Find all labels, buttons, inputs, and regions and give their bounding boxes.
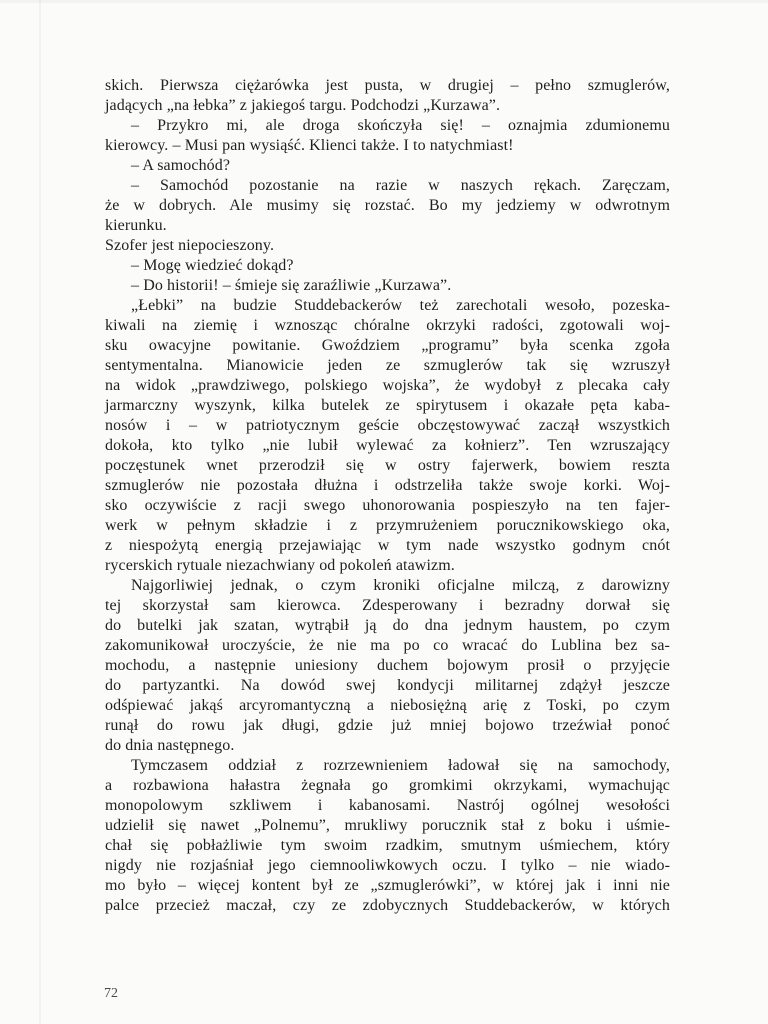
text-line: jadących „na łebka” z jakiegoś targu. Podchodzi „Kurzawa”.: [105, 97, 501, 114]
text-line: zakomunikował uroczyście, że nie ma po co wracać do Lublina bez sa-: [105, 637, 670, 654]
text-line: – Przykro mi, ale droga skończyła się! – oznajmia zdumionemu: [131, 117, 670, 134]
text-line: do dnia następnego.: [105, 737, 235, 754]
text-line: do butelki jak szatan, wytrąbił ją do dna jednym haustem, po czym: [105, 617, 670, 634]
text-line: palce przecież maczał, czy ze zdobycznych Studdebackerów, w których: [105, 897, 670, 914]
text-line: dokoła, kto tylko „nie lubił wylewać za kołnierz”. Ten wzruszający: [105, 437, 670, 454]
text-line: kierowcy. – Musi pan wysiąść. Klienci także. I to natychmiast!: [105, 137, 514, 154]
scan-crease-artifact: [39, 0, 41, 1024]
text-line: sentymentalna. Mianowicie jeden ze szmuglerów tak się wzruszył: [105, 357, 670, 374]
text-line: odśpiewać jakąś arcyromantyczną a niebosiężną arię z Toski, po czym: [105, 697, 670, 714]
text-line: sku owacyjne powitanie. Gwoździem „programu” była scenka zgoła: [105, 337, 670, 354]
text-line: jarmarczny wyszynk, kilka butelek ze spirytusem i okazałe pęta kaba-: [105, 397, 670, 414]
text-line: „Łebki” na budzie Studdebackerów też zarechotali wesoło, pozeska-: [131, 297, 670, 314]
text-line: runął do rowu jak długi, gdzie już mniej bojowo trzeźwiał ponoć: [105, 717, 670, 734]
text-line: że w dobrych. Ale musimy się rozstać. Bo my jedziemy w odwrotnym: [105, 197, 670, 214]
text-line: rycerskich rytuale niezachwiany od pokoleń atawizm.: [105, 557, 455, 574]
text-line: a rozbawiona hałastra żegnała go gromkimi okrzykami, wymachując: [105, 777, 670, 794]
text-line: udzielił się nawet „Polnemu”, mrukliwy porucznik stał z boku i uśmie-: [105, 817, 670, 834]
text-line: poczęstunek wnet przerodził się w ostry fajerwerk, bowiem reszta: [105, 457, 670, 474]
text-line: z niespożytą energią przejawiając w tym nade wszystko godnym cnót: [105, 537, 670, 554]
text-line: mo było – więcej kontent był ze „szmuglerówki”, w której jak i inni nie: [105, 877, 670, 894]
text-line: – A samochód?: [131, 157, 231, 174]
body-text: [105, 76, 670, 916]
text-line: – Samochód pozostanie na razie w naszych rękach. Zaręczam,: [131, 177, 670, 194]
text-line: chał się pobłażliwie tym swoim rzadkim, smutnym uśmiechem, który: [105, 837, 670, 854]
text-line: monopolowym szkliwem i kabanosami. Nastrój ogólnej wesołości: [105, 797, 670, 814]
text-line: Najgorliwiej jednak, o czym kroniki oficjalne milczą, z darowizny: [131, 577, 670, 594]
scan-top-edge-artifact: [0, 0, 768, 3]
text-line: kierunku.: [105, 217, 167, 234]
text-line: na widok „prawdziwego, polskiego wojska”, że wydobył z plecaka cały: [105, 377, 670, 394]
text-line: sko oczywiście z racji swego uhonorowania pospieszyło na ten fajer-: [105, 497, 670, 514]
text-line: Tymczasem oddział z rozrzewnieniem ładował się na samochody,: [131, 757, 670, 774]
page-number: 72: [104, 986, 118, 1001]
text-line: nosów i – w patriotycznym geście obczęstowywać zaczął wszystkich: [105, 417, 670, 434]
text-line: – Mogę wiedzieć dokąd?: [131, 257, 294, 274]
text-line: werk w pełnym składzie i z przymrużeniem porucznikowskiego oka,: [105, 517, 670, 534]
text-line: skich. Pierwsza ciężarówka jest pusta, w drugiej – pełno szmuglerów,: [105, 77, 670, 94]
text-line: kiwali na ziemię i wznosząc chóralne okrzyki radości, zgotowali woj-: [105, 317, 670, 334]
text-line: szmuglerów nie pozostała dłużna i odstrzeliła także swoje korki. Woj-: [105, 477, 670, 494]
text-line: mochodu, a następnie uniesiony duchem bojowym prosił o przyjęcie: [105, 657, 670, 674]
text-line: do partyzantki. Na dowód swej kondycji militarnej zdążył jeszcze: [105, 677, 670, 694]
text-line: – Do historii! – śmieje się zaraźliwie „Kurzawa”.: [131, 277, 452, 294]
text-line: tej skorzystał sam kierowca. Zdesperowany i bezradny dorwał się: [105, 597, 670, 614]
text-line: Szofer jest niepocieszony.: [105, 237, 275, 254]
text-line: nigdy nie rozjaśniał jego ciemnooliwkowych oczu. I tylko – nie wiado-: [105, 857, 670, 874]
